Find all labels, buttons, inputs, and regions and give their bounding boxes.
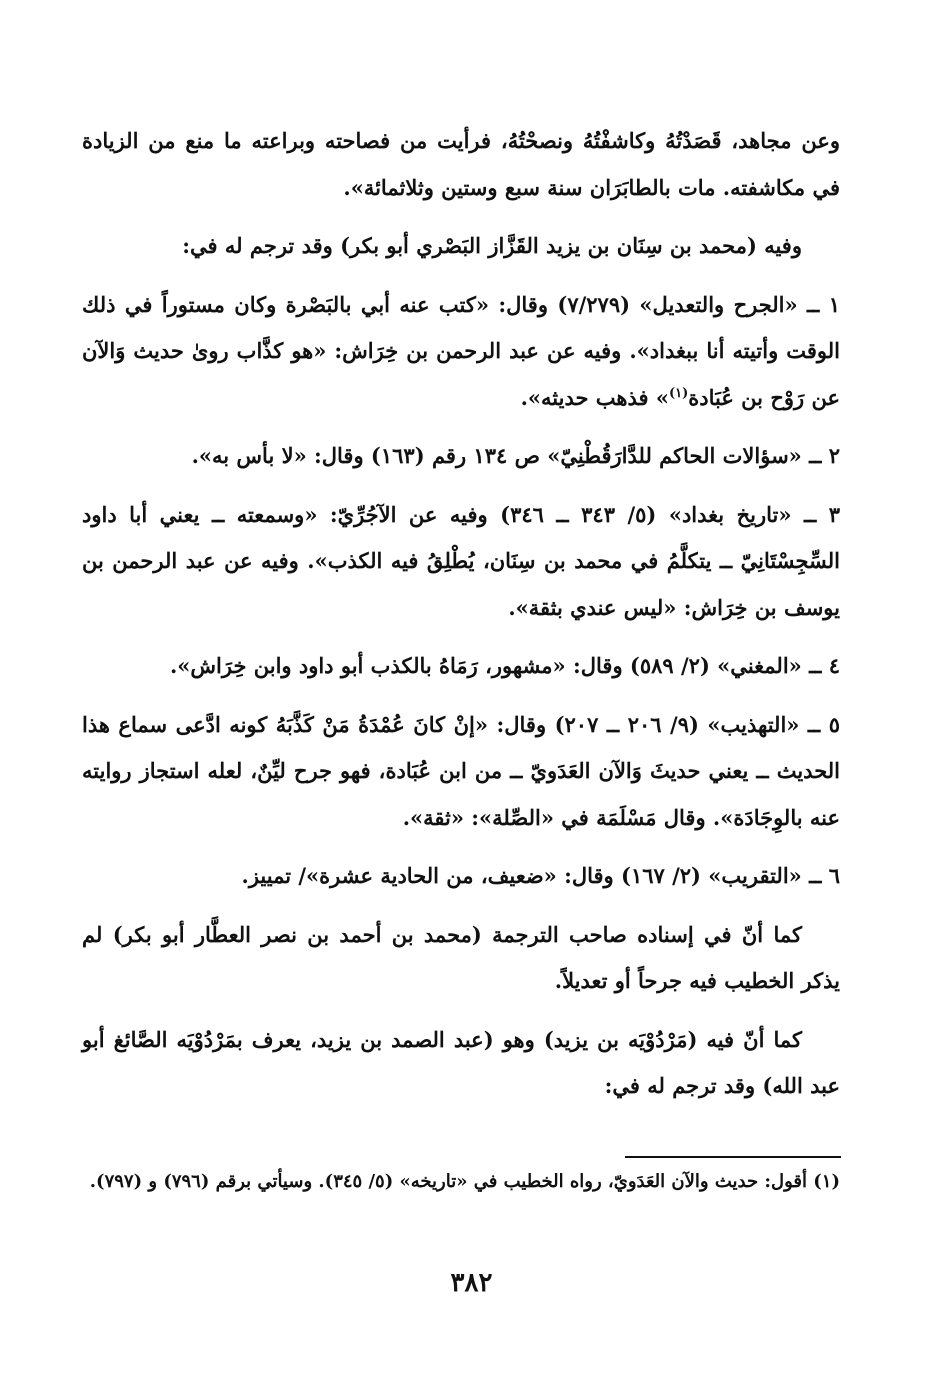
paragraph-mujahid: وعن مجاهد، قَصَدْتُهُ وكاشفْتُهُ ونصحْتُهُ، فرأيت من فصاحته وبراعته ما منع من الزيادة في مكاشفته. مات بالطابَرَان سنة سبع وستين وثلاثمائة». <box>82 128 840 200</box>
paragraph-marduyah-intro: كما أنّ فيه (مَرْدُوْيَه بن يزيد) وهو (عبد الصمد بن يزيد، يعرف بمَرْدُوْيَه الصَّائغ أبو عبد الله) وقد ترجم له في: <box>82 1026 840 1098</box>
main-text <box>82 118 840 1122</box>
paragraph-source-6-taqrib: ٦ ــ «التقريب» (٢/ ١٦٧) وقال: «ضعيف، من الحادية عشرة»/ تمييز. <box>241 863 840 888</box>
footnote-separator-line <box>625 1156 841 1158</box>
paragraph-source-1-tail: » فذهب حديثه». <box>520 384 669 410</box>
paragraph-muhammad-bin-sinan-intro: وفيه (محمد بن سِنَان بن يزيد القَزَّاز البَصْري أبو بكر) وقد ترجم له في: <box>182 233 802 258</box>
paragraph-isnad-attar: كما أنّ في إسناده صاحب الترجمة (محمد بن أحمد بن نصر العطَّار أبو بكر) لم يذكر الخطيب فيه جرحاً أو تعديلاً. <box>82 921 840 993</box>
paragraph-source-5-tahdhib: ٥ ــ «التهذيب» (٩/ ٢٠٦ ــ ٢٠٧) وقال: «إنْ كانَ عُمْدَةُ مَنْ كَذَّبَهُ كونه ادَّعى سماع هذا الحديث ــ يعني حديثَ وَالآن العَدَويّ ــ من ابن عُبَادة، فهو جرح ليِّنٌ، لعله استجاز روايته عنه بالوِجَادَة». وقال مَسْلَمَة في «الصِّلة»: «ثقة». <box>82 711 840 830</box>
footnote: (١) أقول: حديث والآن العَدَويّ، رواه الخطيب في «تاريخه» (٥/ ٣٤٥). وسيأتي برقم (٧٩٦) و (٧٩٧). <box>89 1171 840 1192</box>
paragraph-source-2-sualat: ٢ ــ «سؤالات الحاكم للدَّارَقُطْنِيّ» ص ١٣٤ رقم (١٦٣) وقال: «لا بأس به». <box>191 443 840 468</box>
footnote-reference-marker[interactable]: (١) <box>668 385 689 401</box>
paragraph-source-1-text: ١ ــ «الجرح والتعديل» (٧/٢٧٩) وقال: «كتب عنه أبي بالبَصْرة وكان مستوراً في ذلك الوقت وأتيته أنا ببغداد». وفيه عن عبد الرحمن بن خِرَاش: «هو كذَّاب روىٰ حديث وَالآن عن رَوْح بن عُبَادة <box>82 291 840 410</box>
paragraph-source-4-mughni: ٤ ــ «المغني» (٢/ ٥٨٩) وقال: «مشهور، رَمَاهُ بالكذب أبو داود وابن خِرَاش». <box>169 653 840 678</box>
paragraph-source-1-jarh-tadil <box>82 282 840 422</box>
paragraph-source-3-tarikh-baghdad: ٣ ــ «تاريخ بغداد» (٥/ ٣٤٣ ــ ٣٤٦) وفيه عن الآجُرِّيّ: «وسمعته ــ يعني أبا داود السِّجِسْتَانِيّ ــ يتكلَّمُ في محمد بن سِنَان، يُطْلِقُ فيه الكذب». وفيه عن عبد الرحمن بن يوسف بن خِرَاش: «ليس عندي بثقة». <box>82 501 840 620</box>
page-number: ٣٨٢ <box>450 1268 493 1298</box>
